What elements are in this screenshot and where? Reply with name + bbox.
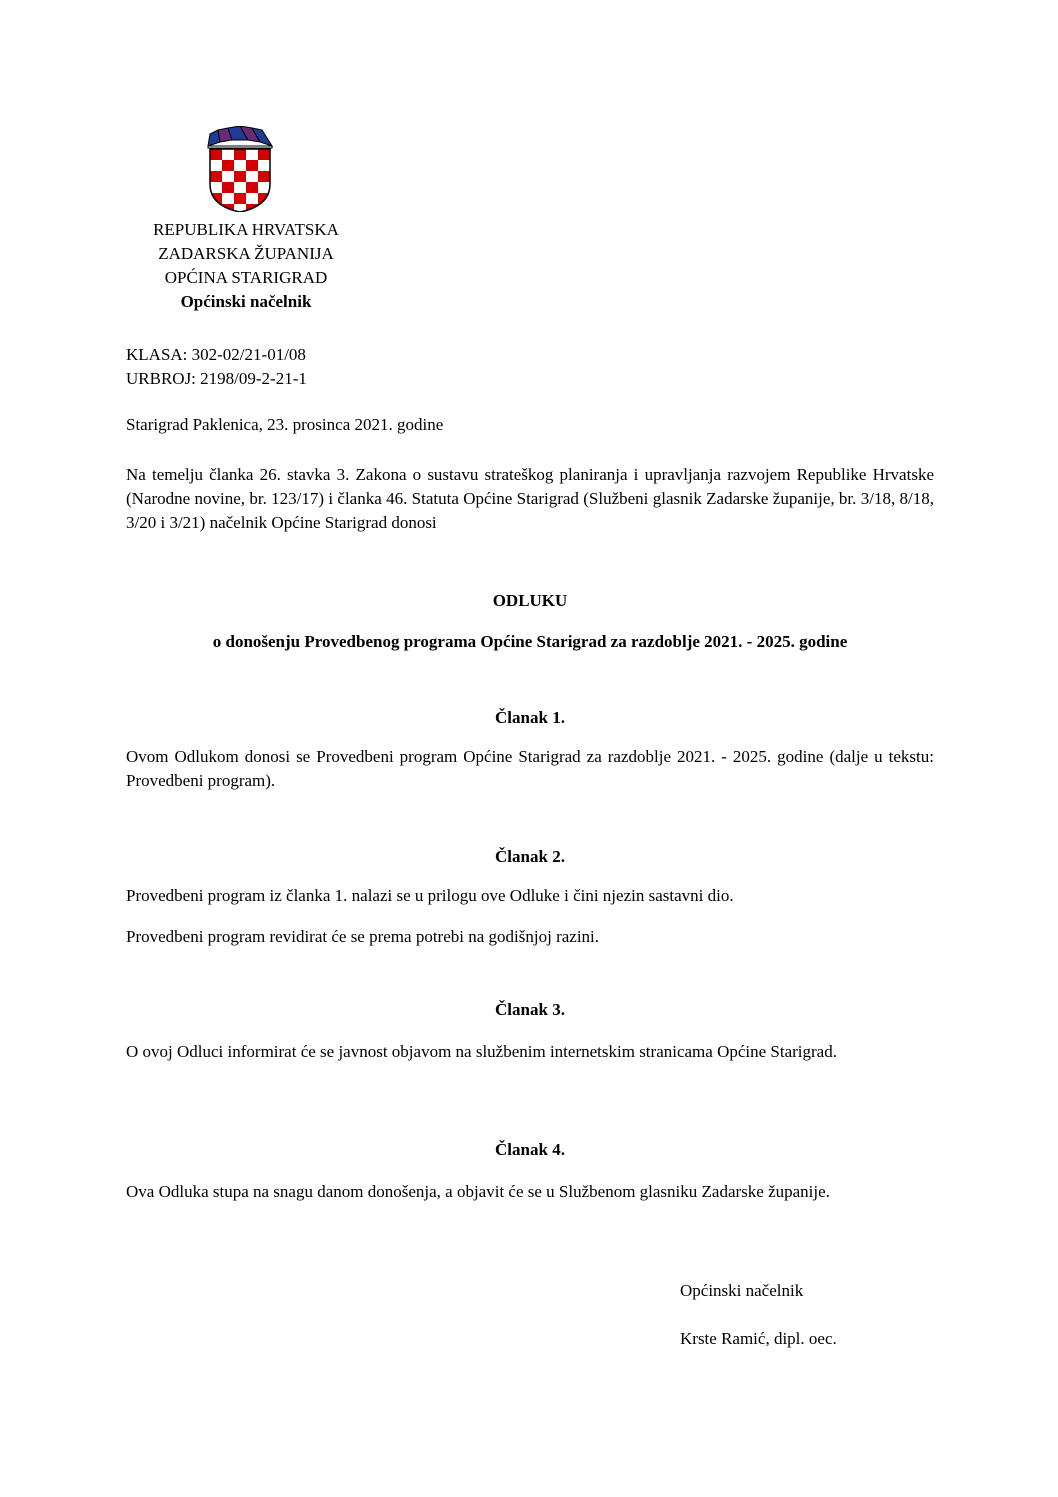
klasa-number: KLASA: 302-02/21-01/08 [126,345,306,364]
shield-square [246,171,258,182]
header-municipality: OPĆINA STARIGRAD [164,268,328,287]
shield-square [246,160,258,171]
shield-square [210,149,222,160]
shield-square [222,160,234,171]
header-office: Općinski načelnik [180,292,312,311]
article-3-paragraph: O ovoj Odluci informirat će se javnost objavom na službenim internetskim stranicama Općine Starigrad. [126,1042,837,1061]
shield-square [234,160,246,171]
shield-square [222,193,234,204]
signature-role: Općinski načelnik [680,1281,804,1300]
shield-square [258,182,270,193]
reference-numbers [126,343,934,391]
shield-square [258,171,270,182]
header-republic: REPUBLIKA HRVATSKA [153,220,339,239]
croatian-coat-of-arms-icon [204,126,276,212]
shield-square [210,182,222,193]
place-date: Starigrad Paklenica, 23. prosinca 2021. godine [126,415,444,434]
article-2-heading: Članak 2. [495,847,565,866]
shield-square [234,182,246,193]
urbroj-number: URBROJ: 2198/09-2-21-1 [126,369,307,388]
shield-square [222,182,234,193]
article-1-paragraph: Ovom Odlukom donosi se Provedbeni program Općine Starigrad za razdoblje 2021. - 2025. godine (dalje u tekstu: Provedbeni program). [126,747,934,790]
article-2-paragraph-2: Provedbeni program revidirat će se prema potrebi na godišnjoj razini. [126,927,600,946]
shield-square [210,160,222,171]
shield-square [258,160,270,171]
shield-square [246,193,258,204]
shield-square [258,204,270,212]
article-3-heading: Članak 3. [495,1000,565,1019]
shield-square [246,182,258,193]
shield-square [246,149,258,160]
header-county: ZADARSKA ŽUPANIJA [158,244,334,263]
shield-square [258,149,270,160]
article-1-heading: Članak 1. [495,708,565,727]
shield-square [222,149,234,160]
shield-square [222,171,234,182]
issuer-header [96,218,396,314]
decision-title: ODLUKU [492,591,568,610]
shield-square [210,204,222,212]
article-2-paragraph-1: Provedbeni program iz članka 1. nalazi se u prilogu ove Odluke i čini njezin sastavni dio. [126,886,734,905]
shield-square [234,149,246,160]
decision-subtitle: o donošenju Provedbenog programa Općine Starigrad za razdoblje 2021. - 2025. godine [212,632,848,651]
article-4-paragraph: Ova Odluka stupa na snagu danom donošenja, a objavit će se u Službenom glasniku Zadarske županije. [126,1182,830,1201]
shield-square [210,171,222,182]
shield-square [234,193,246,204]
article-4-heading: Članak 4. [495,1140,565,1159]
preamble-paragraph: Na temelju članka 26. stavka 3. Zakona o sustavu strateškog planiranja i upravljanja razvojem Republike Hrvatske (Narodne novine, br. 123/17) i članka 46. Statuta Općine Starigrad (Službeni glasnik Zadarske županije, br. 3/18, 8/18, 3/20 i 3/21) načelnik Općine Starigrad donosi [126,465,934,532]
signature-name: Krste Ramić, dipl. oec. [680,1329,837,1348]
shield-square [234,171,246,182]
